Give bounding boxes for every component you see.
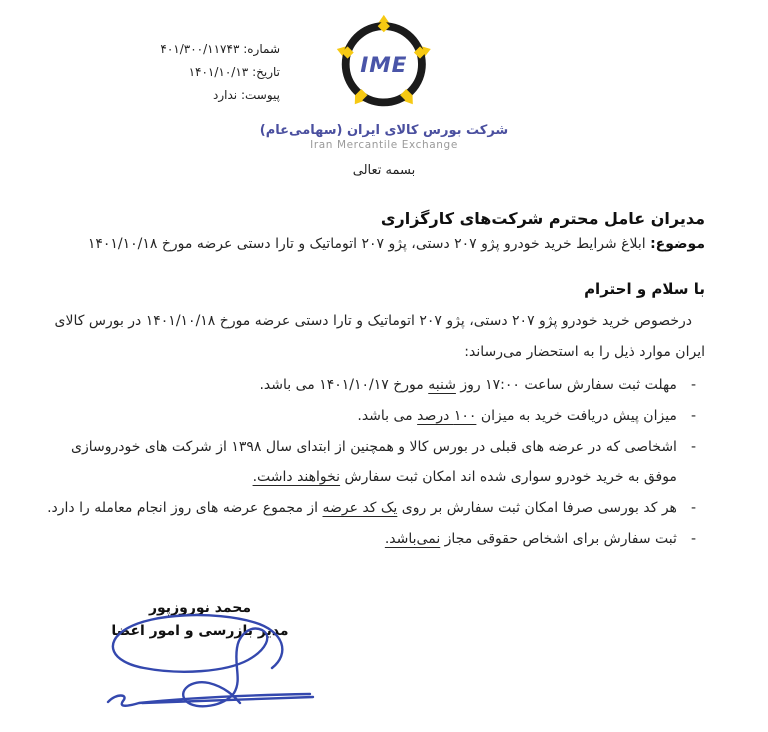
company-name-fa: شرکت بورس کالای ایران (سهامی‌عام): [259, 123, 509, 138]
bullet-text: مهلت ثبت سفارش ساعت ۱۷:۰۰ روز شنبه مورخ ۱۴۰۱/۱۰/۱۷ می باشد.: [259, 377, 677, 393]
ime-logo: [260, 14, 508, 151]
letter-attachment-label: پیوست:: [240, 88, 280, 102]
signatory-title: مدیر بازرسی و امور اعضا: [111, 623, 289, 639]
conditions-list: [47, 370, 705, 554]
subject-label: موضوع:: [650, 236, 705, 252]
subject-text: ابلاغ شرایط خرید خودرو پژو ۲۰۷ دستی، پژو ۲۰۷ اتوماتیک و تارا دستی عرضه مورخ ۱۴۰۱/۱۰/۱۸: [87, 236, 646, 252]
signature-block: [95, 597, 305, 643]
list-item: [60, 432, 696, 492]
letter-attachment: [98, 84, 280, 107]
bullet-text: میزان پیش دریافت خرید به میزان ۱۰۰ درصد می باشد.: [357, 408, 677, 424]
list-item: [47, 493, 696, 523]
letter-number: [98, 38, 280, 61]
underlined-phrase: شنبه: [428, 377, 456, 393]
signatory-name: محمد نوروزپور: [148, 600, 252, 616]
bullet-dash: -: [690, 408, 696, 424]
letter-date-value: ۱۴۰۱/۱۰/۱۳: [188, 65, 249, 79]
bismillah: بسمه تعالی: [352, 163, 416, 178]
list-item: [60, 370, 696, 400]
letter-body: [47, 209, 705, 555]
bullet-dash: -: [690, 377, 696, 393]
intro-line-2: ایران موارد ذیل را به استحضار می‌رساند:: [464, 344, 705, 360]
greeting-line: با سلام و احترام: [584, 280, 705, 298]
company-name-en: Iran Mercantile Exchange: [310, 139, 458, 151]
list-item: [60, 401, 696, 431]
bullet-dash: -: [690, 531, 696, 547]
letter-attachment-value: ندارد: [213, 88, 238, 102]
list-item: [60, 524, 696, 554]
letter-date: [98, 61, 280, 84]
underlined-phrase: ۱۰۰ درصد: [417, 408, 477, 424]
ime-logo-mark-icon: [332, 14, 436, 118]
underlined-phrase: نمی‌باشد.: [384, 531, 441, 547]
letter-number-value: ۴۰۱/۳۰۰/۱۱۷۴۳: [160, 42, 240, 56]
bullet-text: ثبت سفارش برای اشخاص حقوقی مجاز نمی‌باشد.: [384, 531, 677, 547]
bullet-dash: -: [690, 439, 696, 455]
letterhead: [98, 38, 280, 107]
ime-monogram: IME: [360, 53, 408, 79]
intro-line-1: درخصوص خرید خودرو پژو ۲۰۷ دستی، پژو ۲۰۷ اتوماتیک و تارا دستی عرضه مورخ ۱۴۰۱/۱۰/۱۸ در بورس کالای: [54, 313, 692, 329]
subject-line: [60, 236, 705, 252]
bullet-text: هر کد بورسی صرفا امکان ثبت سفارش بر روی یک کد عرضه از مجموع عرضه های روز انجام معامله را دارد.: [47, 500, 677, 516]
bullet-text: اشخاصی که در عرضه های قبلی در بورس کالا و همچنین از ابتدای سال ۱۳۹۸ از شرکت های خودروسازی موفق به خرید خودرو سواری شده اند امکان ثبت سفارش نخواهند داشت.: [71, 439, 677, 485]
bullet-dash: -: [690, 500, 696, 516]
underlined-phrase: نخواهند داشت.: [252, 469, 341, 485]
addressee-line: مدیران عامل محترم شرکت‌های کارگزاری: [380, 209, 705, 228]
underlined-phrase: یک کد عرضه: [322, 500, 398, 516]
letter-date-label: تاریخ:: [252, 65, 280, 79]
letter-number-label: شماره:: [243, 42, 280, 56]
